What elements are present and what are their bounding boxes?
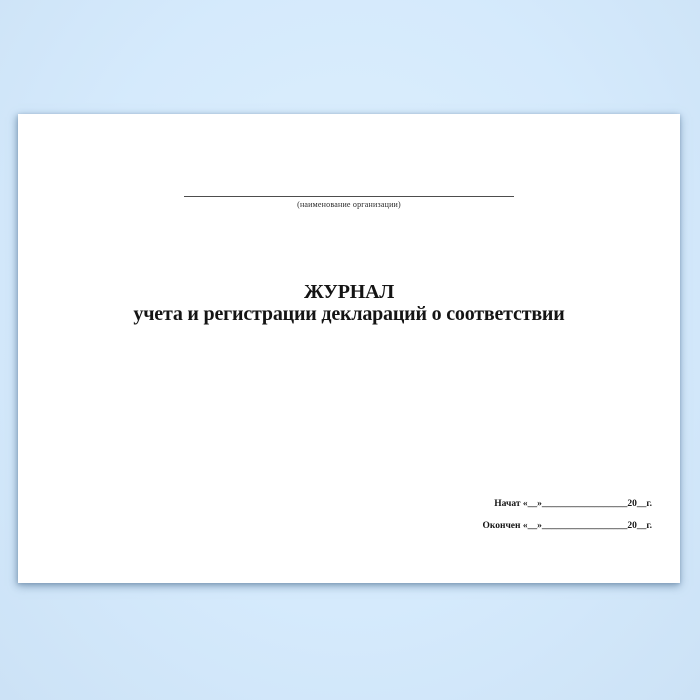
title-line-2: учета и регистрации деклараций о соответствии (133, 303, 565, 325)
date-finished-line: Окончен «__»__________________20__г. (482, 521, 652, 531)
journal-dates (482, 498, 652, 533)
document-page (18, 114, 680, 583)
date-started-line: Начат «__»__________________20__г. (494, 499, 652, 509)
organization-name-blank-line (184, 196, 514, 197)
organization-name-caption: (наименование организации) (297, 200, 401, 209)
title-line-1: ЖУРНАЛ (303, 281, 395, 303)
document-title (18, 281, 680, 325)
